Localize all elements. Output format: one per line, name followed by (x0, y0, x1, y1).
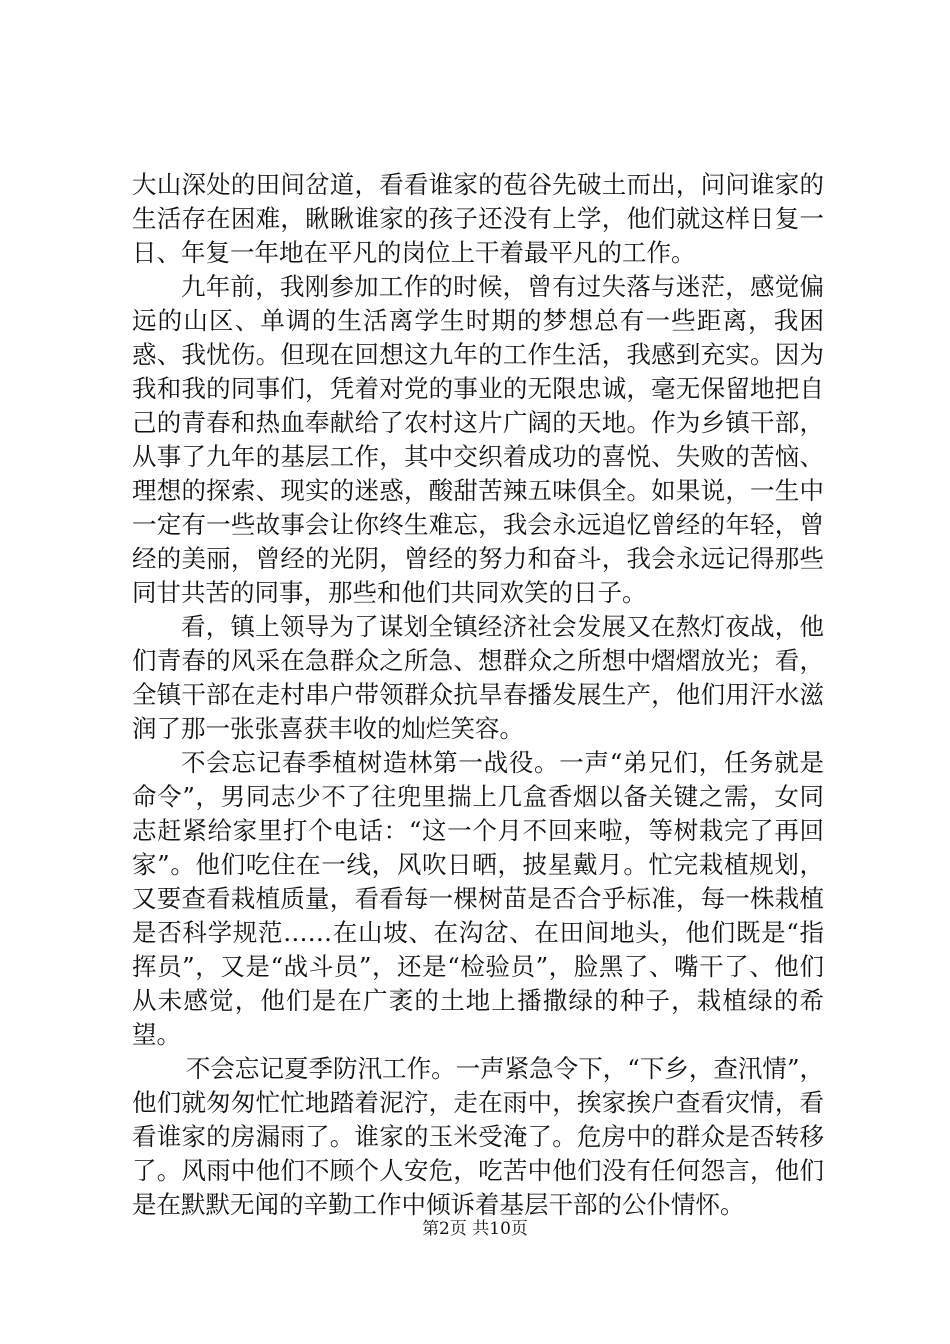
paragraph-5: 不会忘记夏季防汛工作。一声紧急令下，“下乡，查汛情”，他们就匆匆忙忙地踏着泥泞，走在雨中，挨家挨户查看灾情，看看谁家的房漏雨了。谁家的玉米受淹了。危房中的群众是否转移了。风雨中他们不顾个人安危，吃苦中他们没有任何怨言，他们是在默默无闻的辛勤工作中倾诉着基层干部的公仆情怀。 (132, 1054, 824, 1219)
paragraph-1: 大山深处的田间岔道，看看谁家的苞谷先破土而出，问问谁家的生活存在困难，瞅瞅谁家的孩子还没有上学，他们就这样日复一日、年复一年地在平凡的岗位上干着最平凡的工作。 (132, 170, 824, 267)
document-body (132, 168, 824, 1222)
paragraph-4: 不会忘记春季植树造林第一战役。一声“弟兄们，任务就是命令”，男同志少不了往兜里揣上几盒香烟以备关键之需，女同志赶紧给家里打个电话：“这一个月不回来啦，等树栽完了再回家”。他们吃住在一线，风吹日晒，披星戴月。忙完栽植规划，又要查看栽植质量，看看每一棵树苗是否合乎标准，每一株栽植是否科学规范……在山坡、在沟岔、在田间地头，他们既是“指挥员”，又是“战斗员”，还是“检验员”，脸黑了、嘴干了、他们从未感觉，他们是在广袤的土地上播撒绿的种子，栽植绿的希望。 (132, 748, 824, 1049)
page-number-footer: 第2页 共10页 (422, 1219, 528, 1239)
paragraph-3: 看，镇上领导为了谋划全镇经济社会发展又在熬灯夜战，他们青春的风采在急群众之所急、想群众之所想中熠熠放光；看，全镇干部在走村串户带领群众抗旱春播发展生产，他们用汗水滋润了那一张张喜获丰收的灿烂笑容。 (132, 612, 824, 743)
paragraph-2: 九年前，我刚参加工作的时候，曾有过失落与迷茫，感觉偏远的山区、单调的生活离学生时期的梦想总有一些距离，我困惑、我忧伤。但现在回想这九年的工作生活，我感到充实。因为我和我的同事们，凭着对党的事业的无限忠诚，毫无保留地把自己的青春和热血奉献给了农村这片广阔的天地。作为乡镇干部，从事了九年的基层工作，其中交织着成功的喜悦、失败的苦恼、理想的探索、现实的迷惑，酸甜苦辣五味俱全。如果说，一生中一定有一些故事会让你终生难忘，我会永远追忆曾经的年轻，曾经的美丽，曾经的光阴，曾经的努力和奋斗，我会永远记得那些同甘共苦的同事，那些和他们共同欢笑的日子。 (132, 272, 824, 607)
